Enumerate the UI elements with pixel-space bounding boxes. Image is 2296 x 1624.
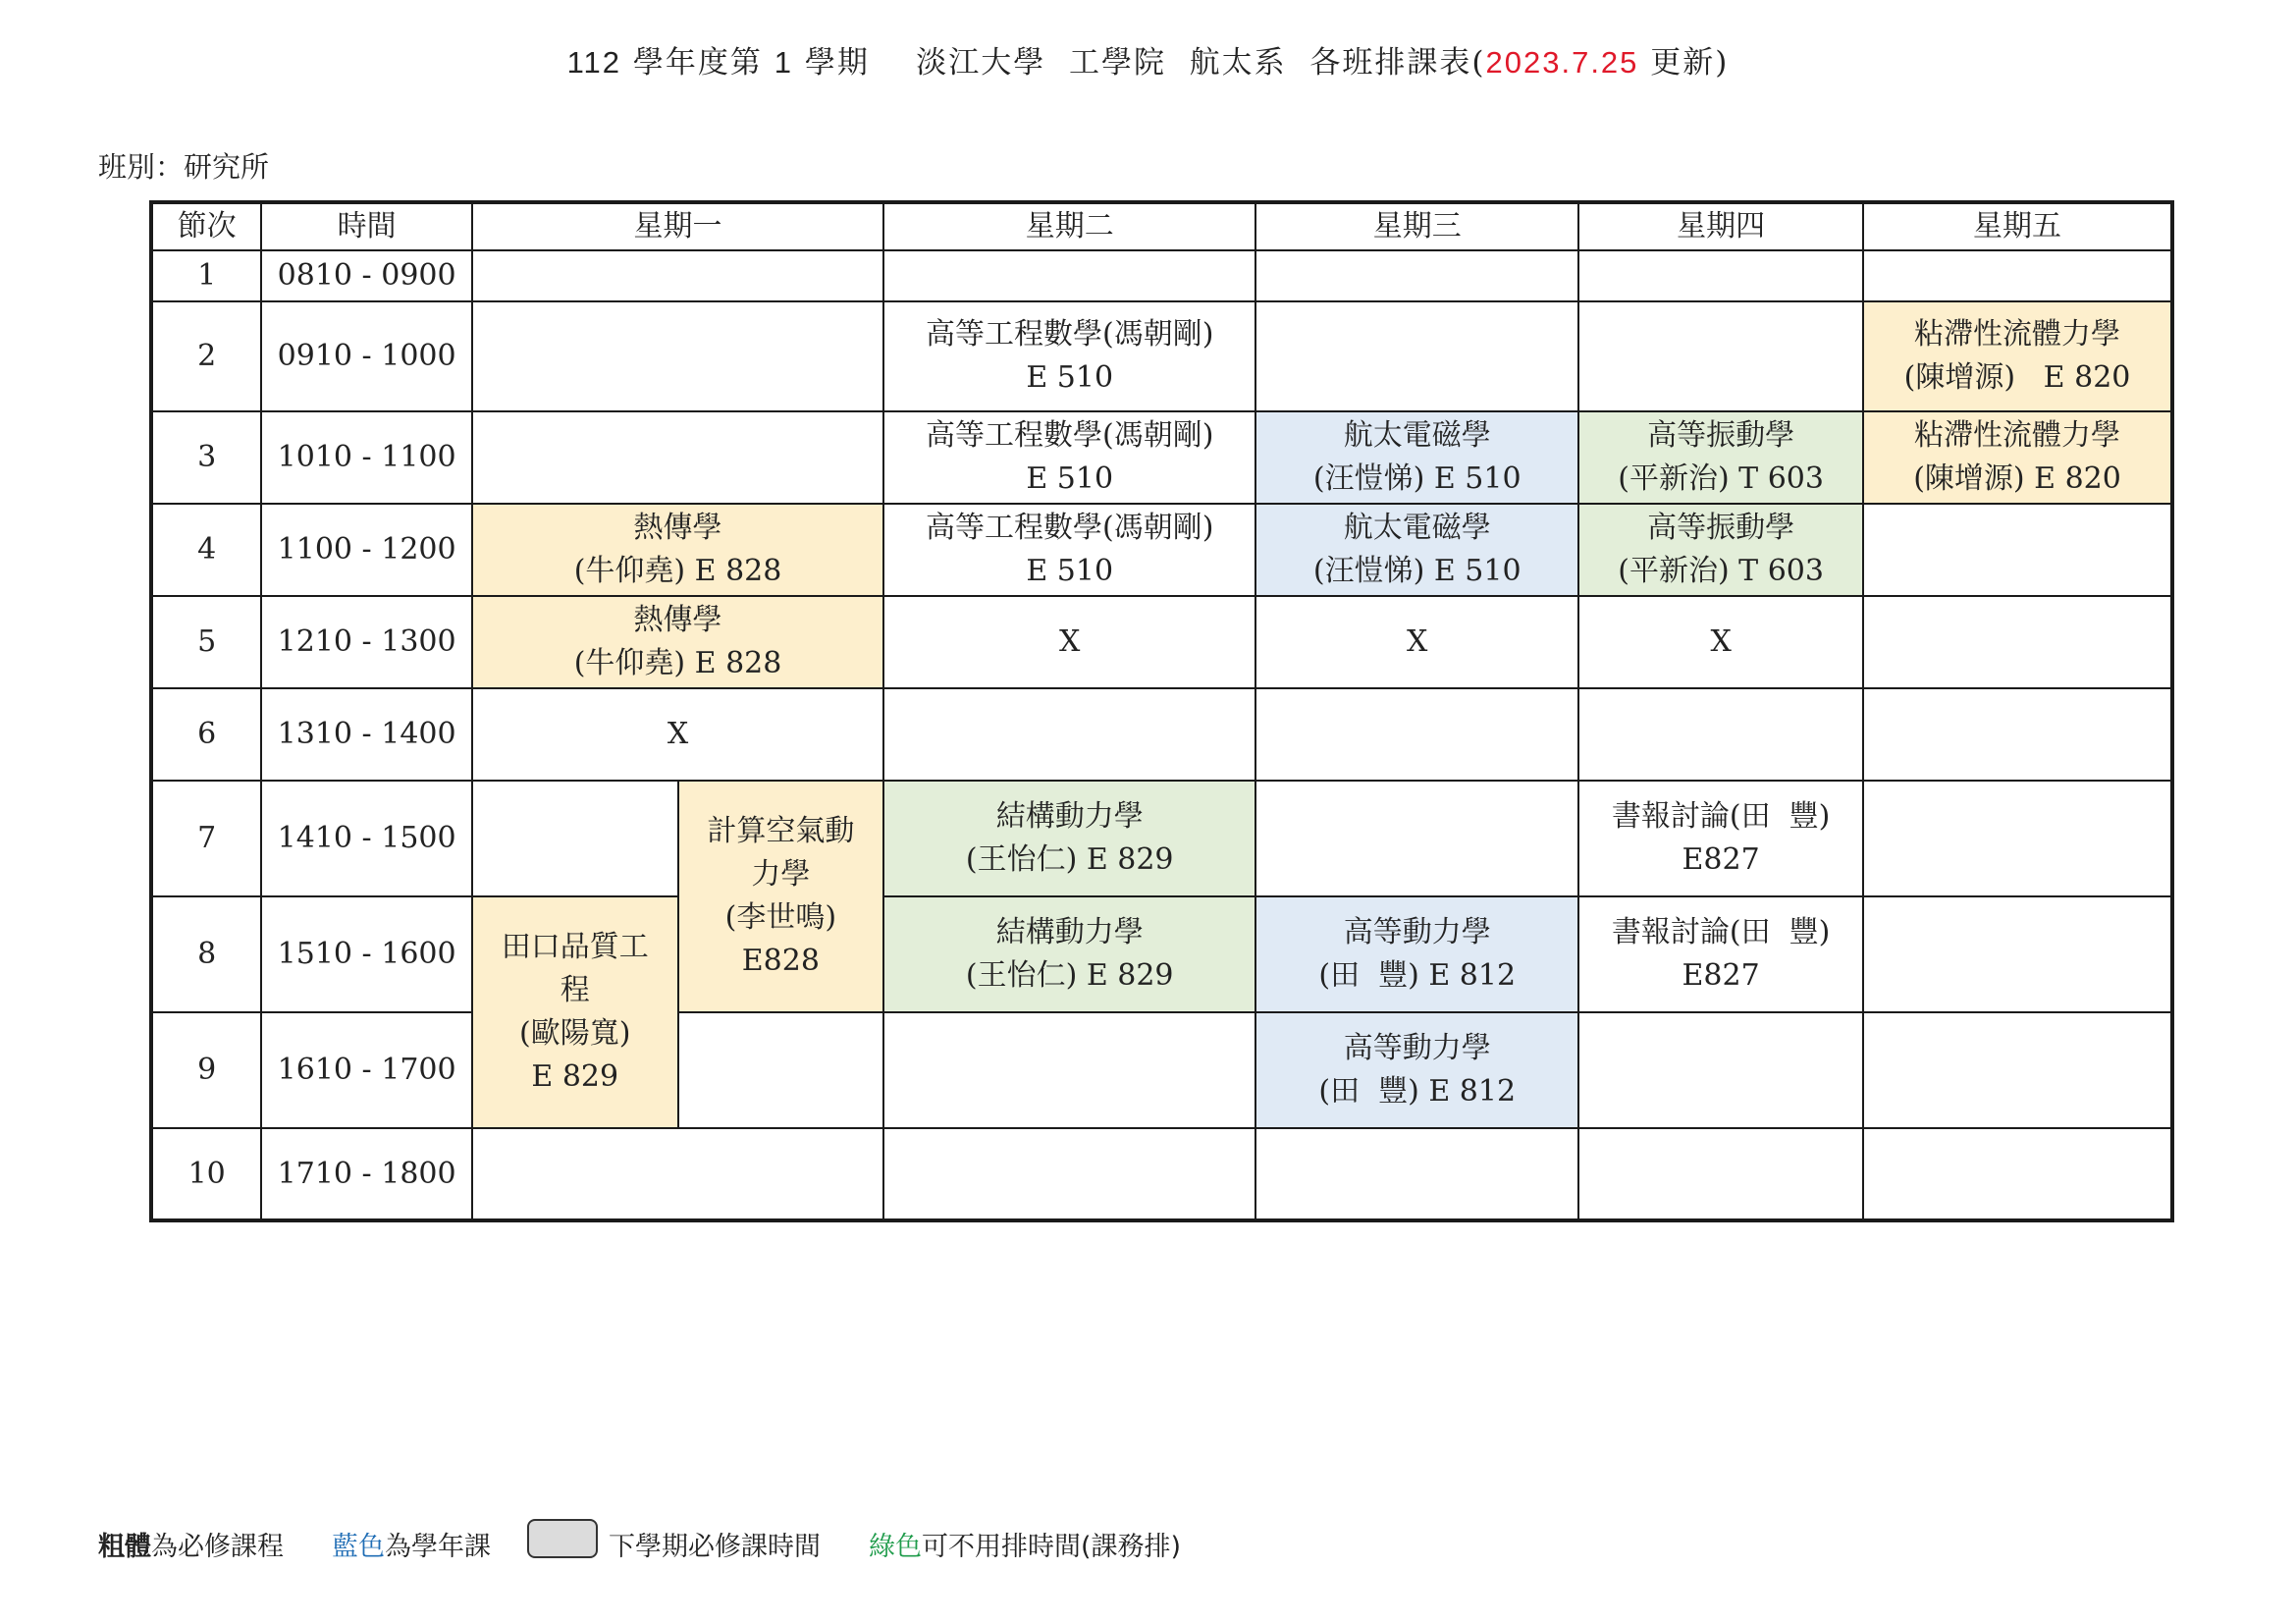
- fri-cell: [1863, 688, 2172, 781]
- time-cell: 0810 - 0900: [261, 250, 472, 301]
- course-name: 粘滯性流體力學: [1914, 317, 2121, 352]
- course-room: E 829: [531, 1059, 619, 1094]
- course-cell: [1863, 301, 2172, 411]
- tue-cell: [883, 1128, 1255, 1220]
- header-friday: 星期五: [1863, 202, 2172, 250]
- period-cell: 9: [151, 1012, 261, 1128]
- course-cell: [1255, 1012, 1578, 1128]
- header-time: 時間: [261, 202, 472, 250]
- course-cell: [1578, 781, 1863, 896]
- time-cell: 1710 - 1800: [261, 1128, 472, 1220]
- tue-cell: [883, 250, 1255, 301]
- period-cell: 7: [151, 781, 261, 896]
- course-room: E 510: [1026, 360, 1114, 395]
- header-period: 節次: [151, 202, 261, 250]
- course-room: (平新治) T 603: [1618, 554, 1824, 588]
- course-name: 熱傳學: [633, 603, 722, 637]
- course-room: (平新治) T 603: [1618, 461, 1824, 496]
- course-cell: [883, 301, 1255, 411]
- course-name: 高等動力學: [1343, 915, 1491, 949]
- course-room: (王怡仁) E 829: [965, 958, 1174, 993]
- header-tuesday: 星期二: [883, 202, 1255, 250]
- x-mark: X: [472, 688, 883, 781]
- course-cell: [883, 896, 1255, 1012]
- fri-cell: [1863, 250, 2172, 301]
- course-name: 力學: [751, 857, 811, 892]
- tue-cell: [883, 688, 1255, 781]
- course-cell: [1255, 504, 1578, 596]
- fri-cell: [1863, 504, 2172, 596]
- course-name: 高等動力學: [1343, 1031, 1491, 1065]
- table-row: [151, 1012, 2172, 1128]
- course-name: 書報討論(田 豐): [1611, 799, 1831, 834]
- table-row: [151, 688, 2172, 781]
- course-name: 結構動力學: [995, 799, 1144, 834]
- wed-cell: [1255, 1128, 1578, 1220]
- tue-cell: [883, 1012, 1255, 1128]
- course-cell: [678, 781, 884, 1012]
- course-name: 高等工程數學(馮朝剛): [925, 317, 1214, 352]
- course-cell: [883, 411, 1255, 504]
- course-room: (汪愷悌) E 510: [1312, 554, 1522, 588]
- table-row: [151, 896, 2172, 1012]
- time-cell: 1100 - 1200: [261, 504, 472, 596]
- course-cell: [1255, 896, 1578, 1012]
- legend-gray-box-icon: [527, 1519, 598, 1558]
- course-room: (田 豐) E 812: [1318, 958, 1517, 993]
- wed-cell: [1255, 688, 1578, 781]
- legend-blue-text: 為學年課: [385, 1532, 491, 1562]
- table-row: [151, 411, 2172, 504]
- wed-cell: [1255, 301, 1578, 411]
- period-cell: 4: [151, 504, 261, 596]
- period-cell: 10: [151, 1128, 261, 1220]
- mon-cell: [472, 781, 678, 896]
- course-cell: [472, 504, 883, 596]
- mon-cell: [472, 411, 883, 504]
- course-teacher: (歐陽寬): [519, 1016, 631, 1051]
- course-room: (陳增源) E 820: [1903, 360, 2131, 395]
- course-cell: [883, 504, 1255, 596]
- time-cell: 1410 - 1500: [261, 781, 472, 896]
- header-thursday: 星期四: [1578, 202, 1863, 250]
- course-room: E 510: [1026, 554, 1114, 588]
- period-cell: 8: [151, 896, 261, 1012]
- course-room: (王怡仁) E 829: [965, 842, 1174, 877]
- course-name: 高等振動學: [1647, 511, 1795, 545]
- course-name: 結構動力學: [995, 915, 1144, 949]
- wed-cell: [1255, 250, 1578, 301]
- course-name: 程: [560, 973, 590, 1007]
- legend-green-word: 綠色: [869, 1532, 922, 1562]
- course-name: 高等振動學: [1647, 418, 1795, 453]
- class-label: 班別：研究所: [98, 150, 270, 184]
- fri-cell: [1863, 781, 2172, 896]
- course-room: (田 豐) E 812: [1318, 1074, 1517, 1109]
- period-cell: 3: [151, 411, 261, 504]
- course-room: (汪愷悌) E 510: [1312, 461, 1522, 496]
- period-cell: 2: [151, 301, 261, 411]
- header-monday: 星期一: [472, 202, 883, 250]
- time-cell: 0910 - 1000: [261, 301, 472, 411]
- course-room: (牛仰堯) E 828: [573, 646, 782, 680]
- course-cell: [1578, 411, 1863, 504]
- course-room: E827: [1682, 842, 1760, 877]
- course-teacher: (李世鳴): [724, 900, 837, 935]
- header-wednesday: 星期三: [1255, 202, 1578, 250]
- course-name: 高等工程數學(馮朝剛): [925, 511, 1214, 545]
- table-row: [151, 781, 2172, 896]
- header-row: [151, 202, 2172, 250]
- course-cell: [472, 896, 678, 1128]
- time-cell: 1510 - 1600: [261, 896, 472, 1012]
- time-cell: 1210 - 1300: [261, 596, 472, 688]
- fri-cell: [1863, 596, 2172, 688]
- course-room: (陳增源) E 820: [1913, 461, 2121, 496]
- mon-cell: [472, 301, 883, 411]
- course-room: E827: [1682, 958, 1760, 993]
- time-cell: 1610 - 1700: [261, 1012, 472, 1128]
- x-mark: X: [1255, 596, 1578, 688]
- period-cell: 6: [151, 688, 261, 781]
- table-row: [151, 1128, 2172, 1220]
- period-cell: 5: [151, 596, 261, 688]
- course-room: (牛仰堯) E 828: [573, 554, 782, 588]
- page-title: 112 學年度第 1 學期 淡江大學 工學院 航太系 各班排課表(2023.7.25 更新): [566, 45, 1730, 81]
- course-cell: [472, 596, 883, 688]
- mon-cell: [472, 1128, 883, 1220]
- mon-cell: [678, 1012, 884, 1128]
- course-cell: [1578, 504, 1863, 596]
- thu-cell: [1578, 688, 1863, 781]
- table-row: [151, 250, 2172, 301]
- course-name: 航太電磁學: [1343, 418, 1491, 453]
- legend-bold-text: 為必修課程: [151, 1532, 284, 1562]
- course-name: 計算空氣動: [707, 814, 855, 848]
- thu-cell: [1578, 301, 1863, 411]
- x-mark: X: [1578, 596, 1863, 688]
- course-room: E828: [741, 944, 820, 978]
- thu-cell: [1578, 1128, 1863, 1220]
- table-row: [151, 596, 2172, 688]
- fri-cell: [1863, 1012, 2172, 1128]
- course-room: E 510: [1026, 461, 1114, 496]
- fri-cell: [1863, 1128, 2172, 1220]
- course-cell: [1578, 896, 1863, 1012]
- table-row: [151, 504, 2172, 596]
- course-name: 田口品質工: [501, 930, 649, 964]
- mon-cell: [472, 250, 883, 301]
- thu-cell: [1578, 250, 1863, 301]
- course-cell: [1255, 411, 1578, 504]
- legend-green-text: 可不用排時間(課務排): [922, 1532, 1182, 1562]
- time-cell: 1310 - 1400: [261, 688, 472, 781]
- course-name: 熱傳學: [633, 511, 722, 545]
- legend-bold-word: 粗體: [98, 1532, 151, 1562]
- legend-box-text: 下學期必修課時間: [609, 1532, 821, 1562]
- course-cell: [1863, 411, 2172, 504]
- thu-cell: [1578, 1012, 1863, 1128]
- timetable: [149, 200, 2174, 1222]
- course-name: 高等工程數學(馮朝剛): [925, 418, 1214, 453]
- course-name: 航太電磁學: [1343, 511, 1491, 545]
- course-name: 粘滯性流體力學: [1914, 418, 2121, 453]
- table-row: [151, 301, 2172, 411]
- period-cell: 1: [151, 250, 261, 301]
- time-cell: 1010 - 1100: [261, 411, 472, 504]
- legend-blue-word: 藍色: [332, 1532, 385, 1562]
- update-date: 2023.7.25: [1485, 45, 1639, 80]
- course-cell: [883, 781, 1255, 896]
- x-mark: X: [883, 596, 1255, 688]
- fri-cell: [1863, 896, 2172, 1012]
- wed-cell: [1255, 781, 1578, 896]
- course-name: 書報討論(田 豐): [1611, 915, 1831, 949]
